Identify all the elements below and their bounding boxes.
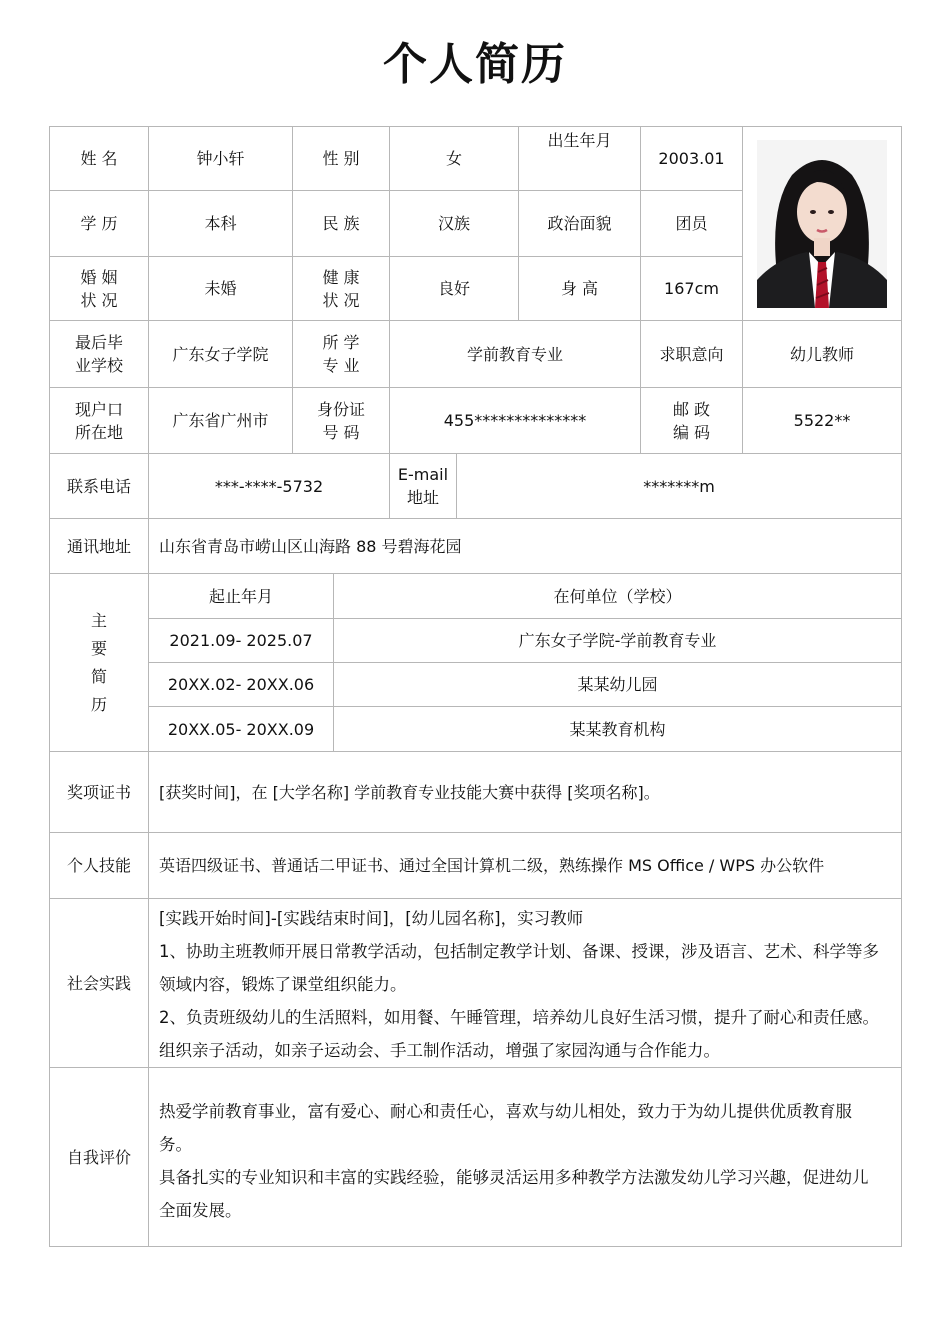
resume-table <box>50 127 902 1247</box>
value-height: 167cm <box>640 256 743 321</box>
practice-line: 2、负责班级幼儿的生活照料，如用餐、午睡管理，培养幼儿良好生活习惯，提升了耐心和责任感。 <box>159 1008 879 1027</box>
value-health: 良好 <box>389 256 519 321</box>
label-education: 学 历 <box>49 190 149 257</box>
label-phone: 联系电话 <box>49 453 149 519</box>
page-title: 个人简历 <box>383 39 567 90</box>
practice-line: [实践开始时间]-[实践结束时间]，[幼儿园名称]，实习教师 <box>159 909 584 928</box>
resume-row-period: 20XX.05- 20XX.09 <box>148 706 334 752</box>
self-eval-line: 务。 <box>159 1135 192 1154</box>
value-political: 团员 <box>640 190 743 257</box>
resume-row-unit: 某某教育机构 <box>333 706 902 752</box>
value-ethnicity: 汉族 <box>389 190 519 257</box>
value-awards: [获奖时间]，在 [大学名称] 学前教育专业技能大赛中获得 [奖项名称]。 <box>148 751 902 833</box>
label-id-number: 身份证 号 码 <box>292 387 390 454</box>
self-eval-line: 具备扎实的专业知识和丰富的实践经验，能够灵活运用多种教学方法激发幼儿学习兴趣，促进幼儿 <box>159 1168 869 1187</box>
value-birth: 2003.01 <box>640 126 743 191</box>
value-address: 山东省青岛市崂山区山海路 88 号碧海花园 <box>148 518 902 574</box>
value-hukou: 广东省广州市 <box>148 387 293 454</box>
resume-row-unit: 广东女子学院-学前教育专业 <box>333 618 902 663</box>
value-education: 本科 <box>148 190 293 257</box>
value-gender: 女 <box>389 126 519 191</box>
practice-line: 组织亲子活动，如亲子运动会、手工制作活动，增强了家园沟通与合作能力。 <box>159 1041 720 1060</box>
label-postcode: 邮 政 编 码 <box>640 387 743 454</box>
resume-row-period: 20XX.02- 20XX.06 <box>148 662 334 707</box>
photo-cell <box>742 126 902 321</box>
label-name: 姓 名 <box>49 126 149 191</box>
label-address: 通讯地址 <box>49 518 149 574</box>
label-major: 所 学 专 业 <box>292 320 390 388</box>
label-skills: 个人技能 <box>49 832 149 899</box>
value-self-eval <box>148 1067 902 1247</box>
label-self-eval: 自我评价 <box>49 1067 149 1247</box>
resume-row-unit: 某某幼儿园 <box>333 662 902 707</box>
value-marital: 未婚 <box>148 256 293 321</box>
value-school: 广东女子学院 <box>148 320 293 388</box>
resume-row-period: 2021.09- 2025.07 <box>148 618 334 663</box>
value-skills: 英语四级证书、普通话二甲证书、通过全国计算机二级，熟练操作 MS Office / WPS 办公软件 <box>148 832 902 899</box>
practice-line: 领域内容，锻炼了课堂组织能力。 <box>159 975 407 994</box>
value-phone: ***-****-5732 <box>148 453 390 519</box>
resume-header-unit: 在何单位（学校） <box>333 573 902 619</box>
value-practice <box>148 898 902 1068</box>
label-health: 健 康 状 况 <box>292 256 390 321</box>
resume-header-period: 起止年月 <box>148 573 334 619</box>
value-postcode: 5522** <box>742 387 902 454</box>
value-email: *******m <box>456 453 902 519</box>
value-major: 学前教育专业 <box>389 320 641 388</box>
value-id-number: 455************** <box>389 387 641 454</box>
label-awards: 奖项证书 <box>49 751 149 833</box>
label-birth: 出生年月 <box>518 126 641 191</box>
profile-photo <box>757 140 887 308</box>
label-email: E-mail 地址 <box>389 453 457 519</box>
label-hukou: 现户口 所在地 <box>49 387 149 454</box>
label-marital: 婚 姻 状 况 <box>49 256 149 321</box>
label-gender: 性 别 <box>292 126 390 191</box>
label-ethnicity: 民 族 <box>292 190 390 257</box>
practice-line: 1、协助主班教师开展日常教学活动，包括制定教学计划、备课、授课，涉及语言、艺术、科学等多 <box>159 942 879 961</box>
label-intention: 求职意向 <box>640 320 743 388</box>
value-name: 钟小轩 <box>148 126 293 191</box>
self-eval-line: 热爱学前教育事业，富有爱心、耐心和责任心，喜欢与幼儿相处，致力于为幼儿提供优质教育服 <box>159 1102 852 1121</box>
self-eval-line: 全面发展。 <box>159 1201 242 1220</box>
label-resume: 主 要 简 历 <box>49 573 149 752</box>
value-intention: 幼儿教师 <box>742 320 902 388</box>
label-practice: 社会实践 <box>49 898 149 1068</box>
label-school: 最后毕 业学校 <box>49 320 149 388</box>
label-height: 身 高 <box>518 256 641 321</box>
label-political: 政治面貌 <box>518 190 641 257</box>
